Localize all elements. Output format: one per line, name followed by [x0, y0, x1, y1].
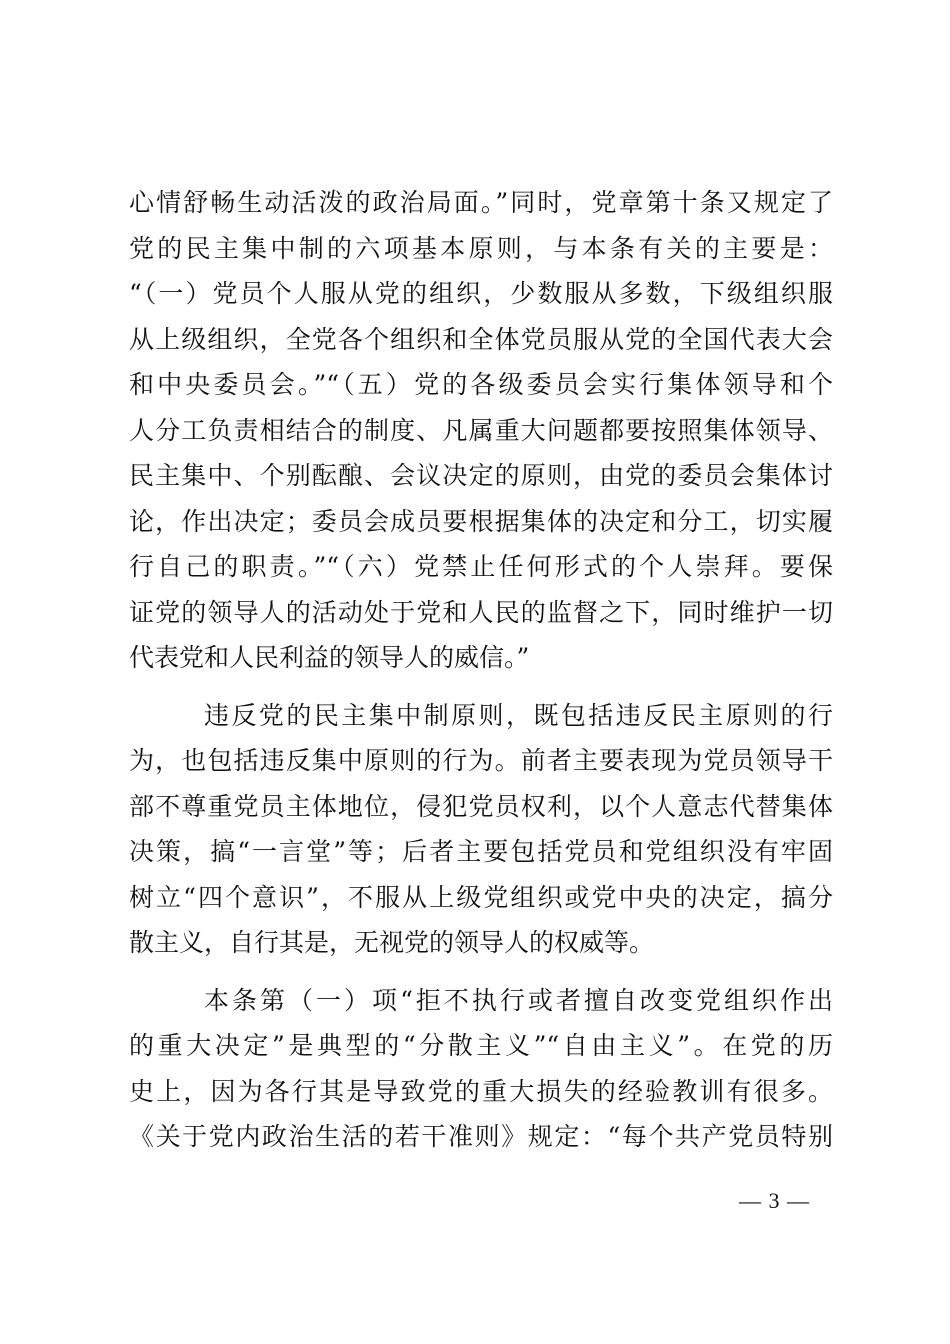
- paragraph-gap: [129, 966, 833, 978]
- text-line: “（一）党员个人服从党的组织，少数服从多数，下级组织服: [129, 279, 833, 308]
- text-line: 民主集中、个别酝酿、会议决定的原则，由党的委员会集体讨: [129, 461, 833, 490]
- text-line: 树立“四个意识”，不服从上级党组织或党中央的决定，搞分: [129, 882, 833, 912]
- text-line: 心情舒畅生动活泼的政治局面。”同时，党章第十条又规定了: [129, 188, 833, 217]
- text-line: 散主义，自行其是，无视党的领导人的权威等。: [129, 928, 655, 957]
- paragraph-3: [129, 978, 833, 1160]
- text-line: 论，作出决定；委员会成员要根据集体的决定和分工，切实履: [129, 506, 833, 536]
- text-line: 决策，搞“一言堂”等；后者主要包括党员和党组织没有牢固: [129, 837, 833, 866]
- text-line: 人分工负责相结合的制度、凡属重大问题都要按照集体领导、: [129, 415, 833, 445]
- text-line: 为，也包括违反集中原则的行为。前者主要表现为党员领导干: [129, 746, 833, 775]
- text-line: 《关于党内政治生活的若干准则》规定：“每个共产党员特别: [129, 1122, 833, 1151]
- page-number: — 3 —: [739, 1188, 810, 1213]
- text-line: 史上，因为各行其是导致党的重大损失的经验教训有很多。: [129, 1076, 833, 1106]
- text-line: 和中央委员会。”“（五）党的各级委员会实行集体领导和个: [129, 370, 833, 399]
- text-line: 证党的领导人的活动处于党和人民的监督之下，同时维护一切: [129, 597, 833, 627]
- paragraph-2: [129, 693, 833, 966]
- text-line: 行自己的职责。”“（六）党禁止任何形式的个人崇拜。要保: [129, 552, 833, 581]
- text-line: 的重大决定”是典型的“分散主义”“自由主义”。在党的历: [129, 1031, 833, 1060]
- text-line: 代表党和人民利益的领导人的威信。”: [129, 643, 530, 672]
- text-line: 部不尊重党员主体地位，侵犯党员权利，以个人意志代替集体: [129, 791, 833, 821]
- text-line: 党的民主集中制的六项基本原则，与本条有关的主要是：: [129, 233, 833, 263]
- paragraph-1: [129, 180, 833, 681]
- paragraph-gap: [129, 681, 833, 693]
- body-text: [129, 180, 833, 1160]
- text-line: 本条第（一）项“拒不执行或者擅自改变党组织作出: [204, 985, 833, 1015]
- text-line: 违反党的民主集中制原则，既包括违反民主原则的行: [204, 700, 833, 730]
- text-line: 从上级组织，全党各个组织和全体党员服从党的全国代表大会: [129, 324, 833, 354]
